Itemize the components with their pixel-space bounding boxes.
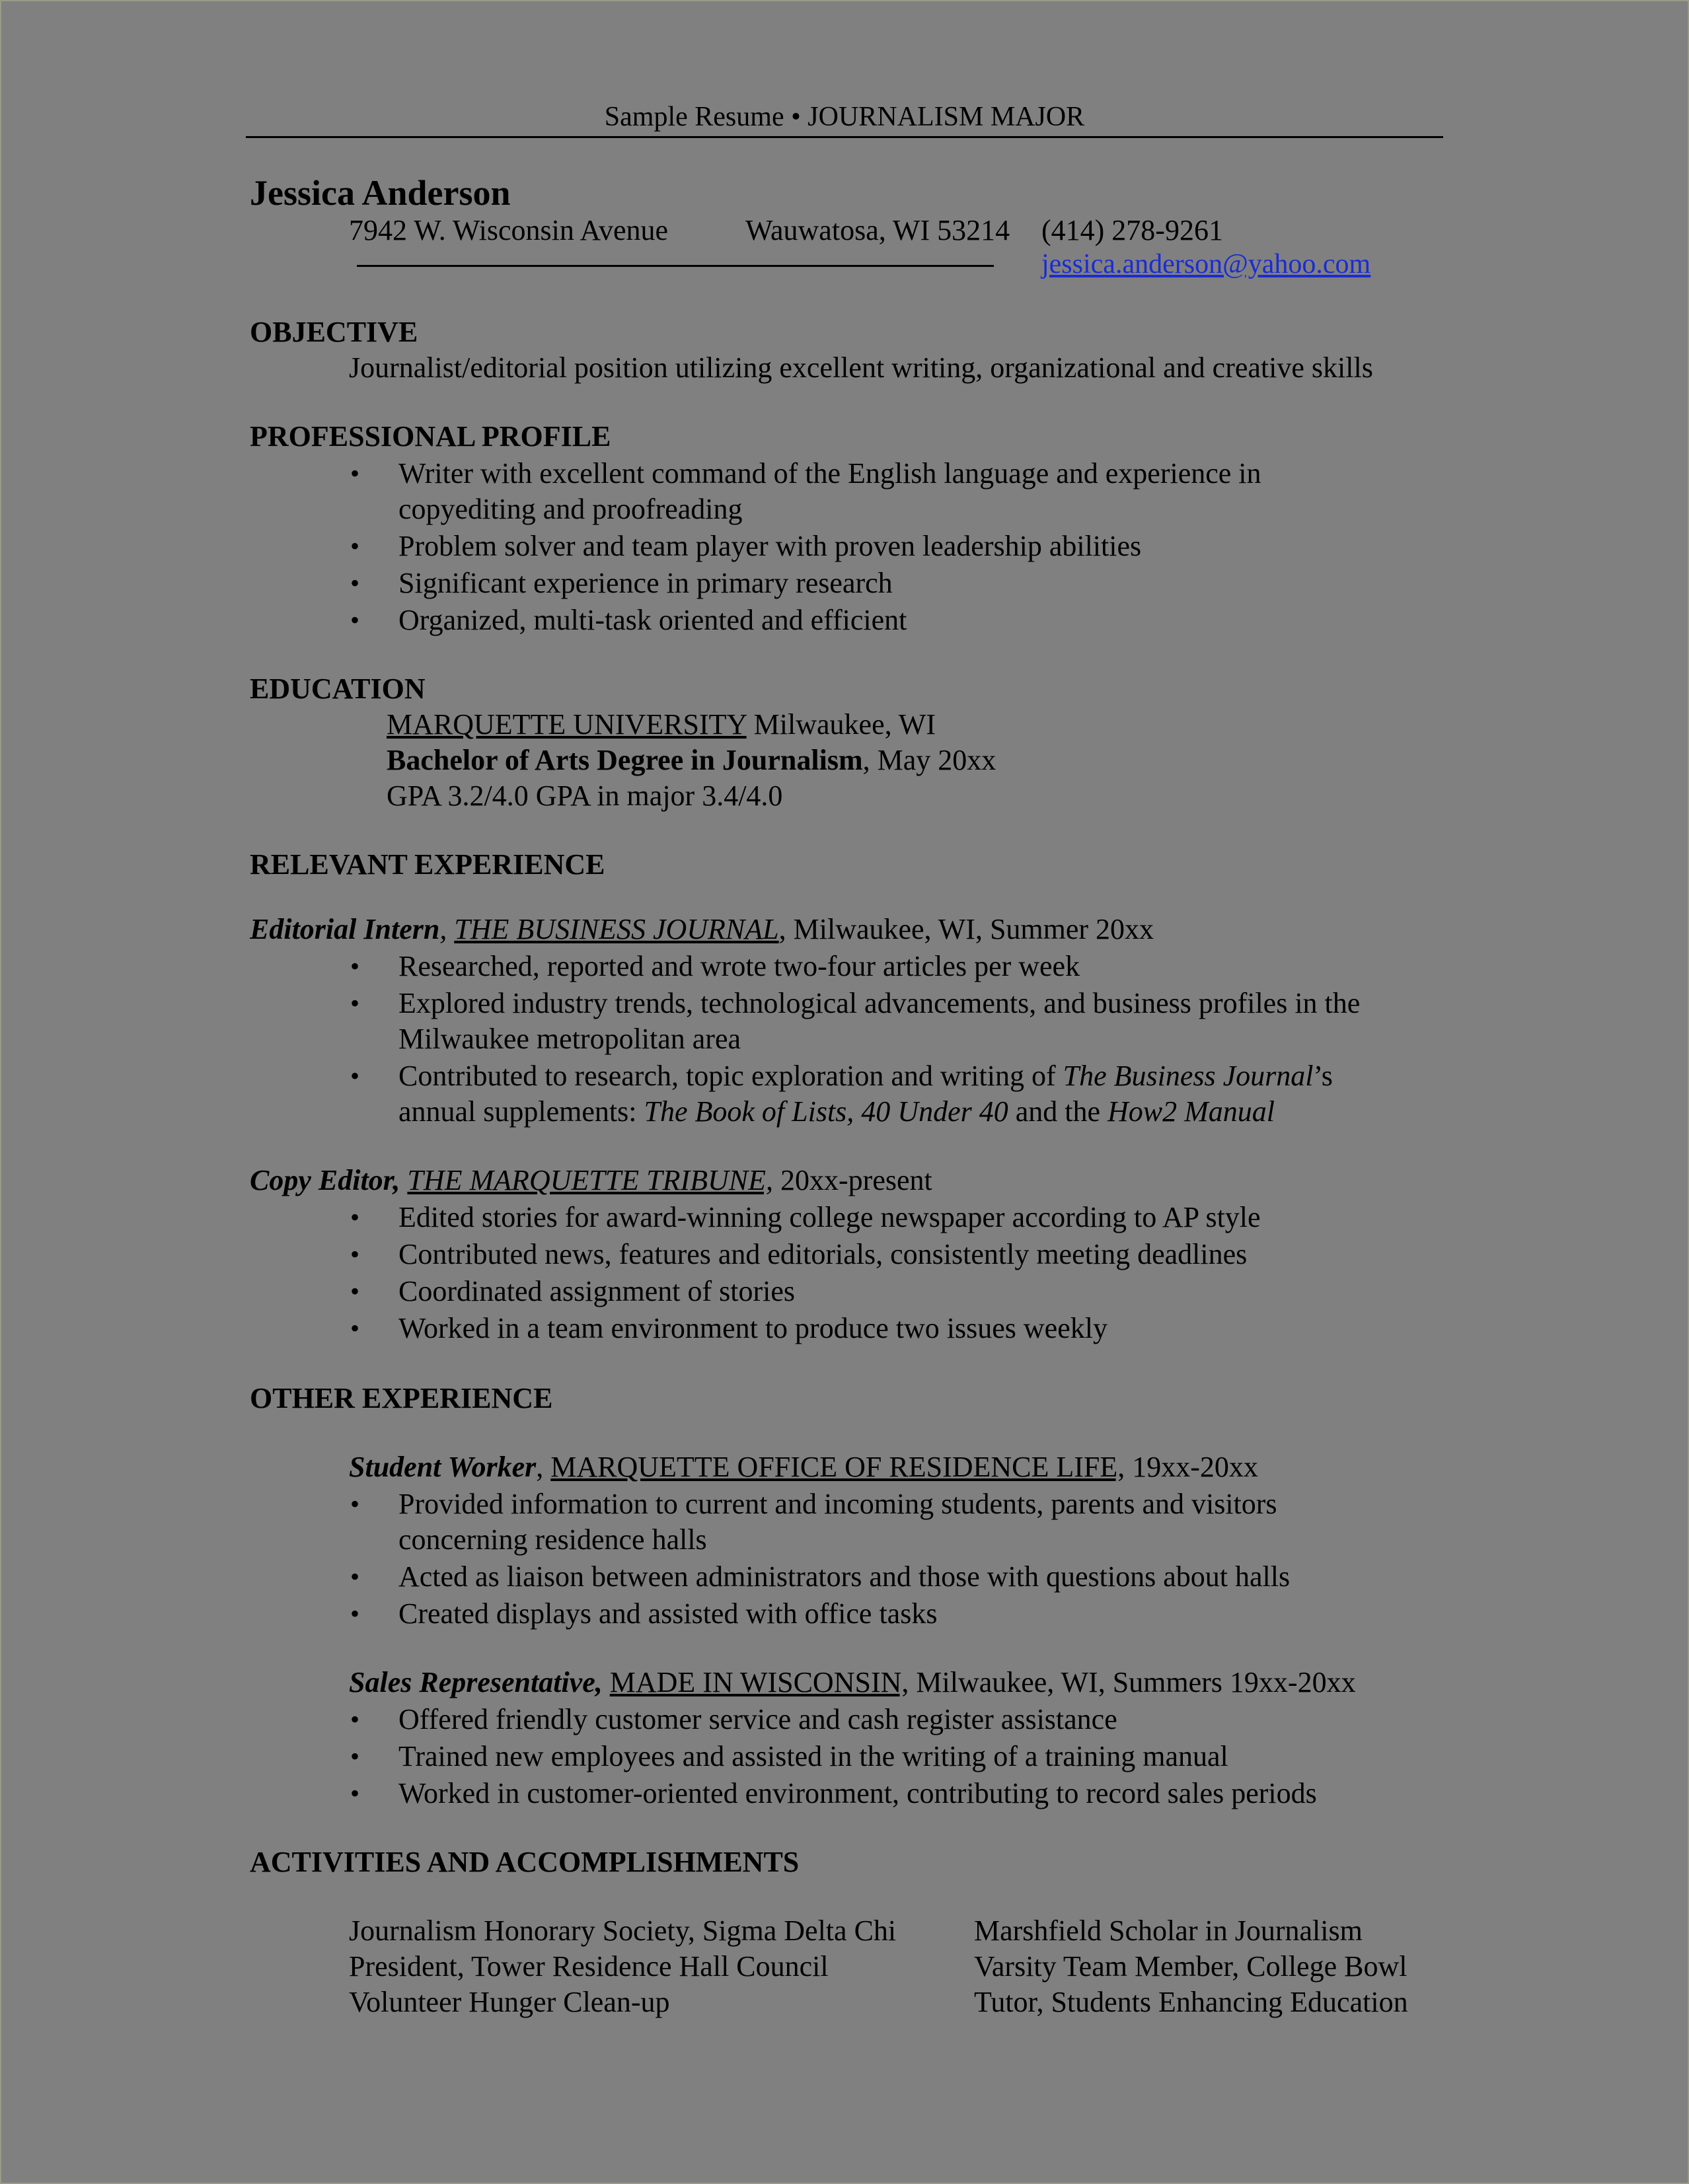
- phone-number: (414) 278-9261: [1041, 214, 1223, 246]
- job-duty: Researched, reported and wrote two-four articles per week: [398, 950, 1080, 982]
- job-duty: Trained new employees and assisted in the writing of a training manual: [398, 1740, 1228, 1772]
- bullet-icon: •: [350, 1778, 360, 1808]
- profile-item: copyediting and proofreading: [398, 493, 743, 525]
- job-duty: Coordinated assignment of stories: [398, 1275, 796, 1307]
- contact-divider: [357, 265, 994, 267]
- bullet-icon: •: [350, 1276, 360, 1306]
- job-header: Student Worker, MARQUETTE OFFICE OF RESIDENCE LIFE, 19xx-20xx: [349, 1451, 1258, 1483]
- activity-item: Tutor, Students Enhancing Education: [974, 1986, 1408, 2018]
- job-organization: MADE IN WISCONSIN,: [609, 1666, 909, 1698]
- publication-title: The Business Journal: [1063, 1060, 1314, 1092]
- profile-item: Problem solver and team player with proven leadership abilities: [398, 530, 1142, 562]
- job-duty: Worked in a team environment to produce two issues weekly: [398, 1312, 1107, 1344]
- job-duty: Acted as liaison between administrators and those with questions about halls: [398, 1560, 1291, 1593]
- relevant-experience-heading: RELEVANT EXPERIENCE: [250, 848, 605, 881]
- job-title: Copy Editor,: [250, 1164, 400, 1196]
- city-state-zip: Wauwatosa, WI 53214: [745, 214, 1010, 246]
- job-duty: Provided information to current and incoming students, parents and visitors: [398, 1488, 1277, 1520]
- activities-heading: ACTIVITIES AND ACCOMPLISHMENTS: [250, 1846, 800, 1878]
- job-duty: Offered friendly customer service and cash register assistance: [398, 1703, 1117, 1735]
- degree-name: Bachelor of Arts Degree in Journalism: [387, 744, 863, 776]
- bullet-icon: •: [350, 1599, 360, 1628]
- job-duty: Milwaukee metropolitan area: [398, 1023, 741, 1055]
- job-duty: Contributed to research, topic exploration and writing of The Business Journal’s: [398, 1060, 1333, 1092]
- bullet-icon: •: [350, 605, 360, 635]
- activity-item: Journalism Honorary Society, Sigma Delta Chi: [349, 1914, 897, 1947]
- title-divider: [246, 136, 1443, 138]
- candidate-name: Jessica Anderson: [250, 173, 511, 213]
- activity-item: Varsity Team Member, College Bowl: [974, 1950, 1408, 1983]
- school-location: Milwaukee, WI: [746, 708, 936, 741]
- job-header: Editorial Intern, THE BUSINESS JOURNAL, Milwaukee, WI, Summer 20xx: [250, 913, 1154, 945]
- job-duty: Explored industry trends, technological advancements, and business profiles in the: [398, 987, 1361, 1019]
- job-details: 20xx-present: [773, 1164, 932, 1196]
- bullet-icon: •: [350, 1704, 360, 1734]
- job-organization: THE MARQUETTE TRIBUNE,: [407, 1164, 774, 1196]
- email-link[interactable]: jessica.anderson@yahoo.com: [1041, 249, 1371, 279]
- objective-heading: OBJECTIVE: [250, 316, 418, 348]
- job-title: Sales Representative,: [349, 1666, 603, 1698]
- job-title: Student Worker: [349, 1451, 537, 1483]
- profile-item: Writer with excellent command of the English language and experience in: [398, 457, 1261, 490]
- bullet-icon: •: [350, 1061, 360, 1091]
- job-duty: Created displays and assisted with office tasks: [398, 1597, 938, 1630]
- profile-heading: PROFESSIONAL PROFILE: [250, 420, 611, 453]
- bullet-icon: •: [350, 1741, 360, 1771]
- document-title: Sample Resume • JOURNALISM MAJOR: [604, 102, 1085, 132]
- bullet-icon: •: [350, 458, 360, 488]
- job-header: [349, 1665, 1356, 1700]
- bullet-icon: •: [350, 988, 360, 1018]
- bullet-icon: •: [350, 531, 360, 561]
- job-organization: THE BUSINESS JOURNAL: [454, 913, 779, 945]
- education-heading: EDUCATION: [250, 673, 426, 705]
- job-duty: concerning residence halls: [398, 1523, 707, 1556]
- job-title: Editorial Intern: [250, 913, 440, 945]
- bullet-icon: •: [350, 1489, 360, 1519]
- job-duty: Contributed news, features and editorials, consistently meeting deadlines: [398, 1238, 1248, 1270]
- job-header: [250, 1163, 932, 1198]
- publication-title: How2 Manual: [1107, 1095, 1275, 1128]
- publication-title: The Book of Lists, 40 Under 40: [644, 1095, 1008, 1128]
- objective-text: Journalist/editorial position utilizing excellent writing, organizational and creative skills: [349, 351, 1373, 384]
- activity-item: President, Tower Residence Hall Council: [349, 1950, 829, 1983]
- street-address: 7942 W. Wisconsin Avenue: [349, 214, 669, 246]
- activity-item: Marshfield Scholar in Journalism: [974, 1914, 1363, 1947]
- profile-item: Significant experience in primary research: [398, 567, 893, 599]
- job-duty: Edited stories for award-winning college newspaper according to AP style: [398, 1201, 1261, 1233]
- bullet-icon: •: [350, 1239, 360, 1269]
- job-details: Milwaukee, WI, Summers 19xx-20xx: [909, 1666, 1356, 1698]
- job-organization: MARQUETTE OFFICE OF RESIDENCE LIFE,: [550, 1451, 1125, 1483]
- job-duty: annual supplements: The Book of Lists, 40 Under 40 and the How2 Manual: [398, 1095, 1275, 1128]
- school-name: MARQUETTE UNIVERSITY: [387, 708, 747, 741]
- bullet-icon: •: [350, 1313, 360, 1343]
- education-degree-line: [387, 743, 996, 778]
- bullet-icon: •: [350, 1202, 360, 1232]
- degree-date: , May 20xx: [862, 744, 996, 776]
- bullet-icon: •: [350, 1562, 360, 1591]
- other-experience-heading: OTHER EXPERIENCE: [250, 1382, 553, 1414]
- profile-item: Organized, multi-task oriented and efficient: [398, 604, 907, 636]
- bullet-icon: •: [350, 568, 360, 598]
- activity-item: Volunteer Hunger Clean-up: [349, 1986, 670, 2018]
- bullet-icon: •: [350, 951, 360, 981]
- job-details: , Milwaukee, WI, Summer 20xx: [778, 913, 1154, 945]
- job-details: 19xx-20xx: [1125, 1451, 1258, 1483]
- education-school-line: [387, 707, 936, 743]
- education-gpa: GPA 3.2/4.0 GPA in major 3.4/4.0: [387, 780, 783, 812]
- job-duty: Worked in customer-oriented environment, contributing to record sales periods: [398, 1777, 1317, 1809]
